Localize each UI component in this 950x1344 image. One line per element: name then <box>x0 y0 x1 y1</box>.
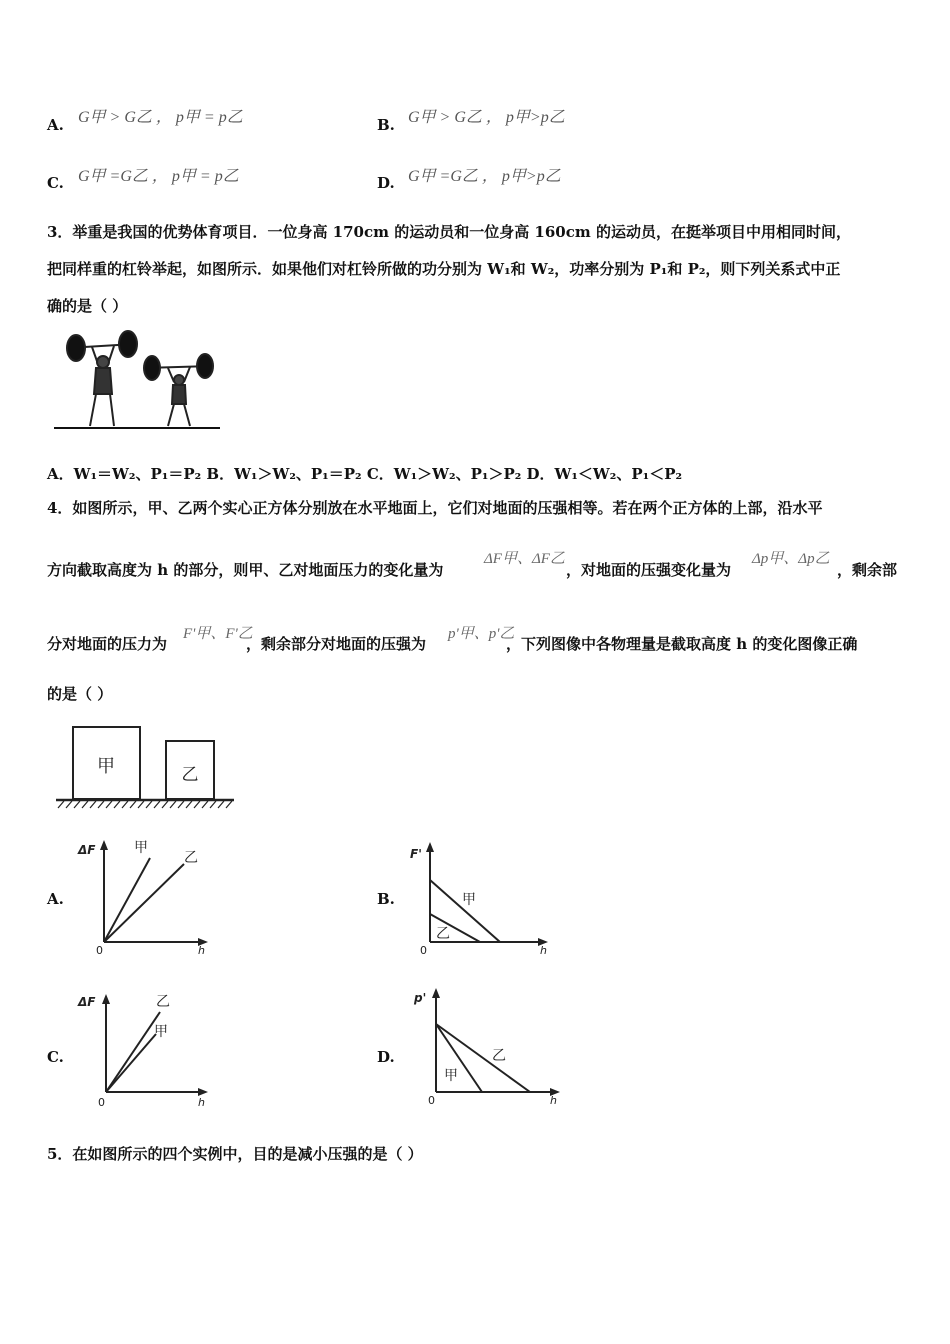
q4-p-rest: p'甲、p'乙 <box>448 626 515 642</box>
graph-a <box>76 836 216 958</box>
graph-a-origin: 0 <box>96 944 103 957</box>
graph-a-line-1 <box>104 858 150 942</box>
graph-b-line-2-label: 乙 <box>436 926 450 942</box>
graph-c-y-label: ΔF <box>78 995 96 1009</box>
q2-option-a-formula: G甲 > G乙 ， p甲 = p乙 <box>78 109 243 126</box>
q3-line-2: 把同样重的杠铃举起，如图所示．如果他们对杠铃所做的功分别为 W₁和 W₂，功率分别为 P₁和 P₂，则下列关系式中正 <box>47 260 841 278</box>
q4-line-2a: 方向截取高度为 h 的部分，则甲、乙对地面压力的变化量为 <box>47 561 444 579</box>
q4-option-b-label: B. <box>377 890 395 908</box>
q4-option-d-label: D. <box>377 1048 395 1066</box>
q2-option-a-label: A. <box>47 116 64 134</box>
q4-line-2b: ，对地面的压强变化量为 <box>566 561 732 579</box>
graph-c-line-2-label: 甲 <box>154 1024 168 1040</box>
graph-d-origin: 0 <box>428 1094 435 1107</box>
q2-option-b-label: B. <box>377 116 395 134</box>
graph-b-line-1-label: 甲 <box>462 892 476 908</box>
q2-option-b-formula: G甲 > G乙 ， p甲>p乙 <box>408 109 565 126</box>
graph-c-line-1 <box>106 1012 160 1092</box>
graph-a-x-label: h <box>198 944 205 957</box>
q4-delta-p: Δp甲、Δp乙 <box>752 551 830 567</box>
graph-b-y-label: F' <box>410 847 422 861</box>
graph-c <box>76 988 216 1110</box>
graph-d-line-1-label: 乙 <box>492 1048 506 1064</box>
graph-d-x-label: h <box>550 1094 557 1107</box>
q2-option-d-label: D. <box>377 174 395 192</box>
q2-option-c-label: C. <box>47 174 64 192</box>
q4-line-3b: ，剩余部分对地面的压强为 <box>246 635 427 653</box>
graph-b-x-label: h <box>540 944 547 957</box>
weightlifters-figure <box>52 322 224 434</box>
graph-d-line-2 <box>436 1024 482 1092</box>
graph-c-origin: 0 <box>98 1096 105 1109</box>
q4-line-3a: 分对地面的压力为 <box>47 635 168 653</box>
q4-line-4: 的是（ ） <box>47 685 113 703</box>
q4-line-1: 4．如图所示，甲、乙两个实心正方体分别放在水平地面上，它们对地面的压强相等。若在两个正方体的上部，沿水平 <box>47 499 823 517</box>
q4-line-3c: ，下列图像中各物理量是截取高度 h 的变化图像正确 <box>506 635 858 653</box>
graph-b-origin: 0 <box>420 944 427 957</box>
graph-b <box>408 836 553 958</box>
cubes-figure <box>52 722 238 814</box>
graph-a-y-label: ΔF <box>78 843 96 857</box>
graph-a-line-1-label: 甲 <box>134 840 148 856</box>
graph-a-line-2 <box>104 864 184 942</box>
cube-right-label: 乙 <box>181 765 199 785</box>
graph-a-line-2-label: 乙 <box>184 850 198 866</box>
graph-c-line-2 <box>106 1034 156 1092</box>
q4-delta-f: ΔF甲、ΔF乙 <box>484 551 565 567</box>
cube-left-label: 甲 <box>97 756 115 777</box>
graph-d <box>410 982 565 1110</box>
q2-option-c-formula: G甲 =G乙 ， p甲 = p乙 <box>78 168 239 185</box>
graph-d-line-2-label: 甲 <box>444 1068 458 1084</box>
graph-c-line-1-label: 乙 <box>156 994 170 1010</box>
graph-c-x-label: h <box>198 1096 205 1109</box>
q2-option-d-formula: G甲 =G乙 ， p甲>p乙 <box>408 168 561 185</box>
q3-line-3: 确的是（ ） <box>47 297 128 315</box>
graph-d-y-label: p' <box>414 991 427 1005</box>
q3-options: A．W₁＝W₂、P₁＝P₂ B．W₁＞W₂、P₁＝P₂ C．W₁＞W₂、P₁＞P₂ D．W₁＜W₂、P₁＜P₂ <box>47 465 683 483</box>
q4-option-c-label: C. <box>47 1048 64 1066</box>
q4-line-2c: ，剩余部 <box>837 561 898 579</box>
q4-f-rest: F'甲、F'乙 <box>183 626 253 642</box>
q4-option-a-label: A. <box>47 890 64 908</box>
q3-line-1: 3．举重是我国的优势体育项目．一位身高 170cm 的运动员和一位身高 160cm 的运动员，在挺举项目中用相同时间， <box>47 223 851 241</box>
q5-line-1: 5．在如图所示的四个实例中，目的是减小压强的是（ ） <box>47 1145 423 1163</box>
